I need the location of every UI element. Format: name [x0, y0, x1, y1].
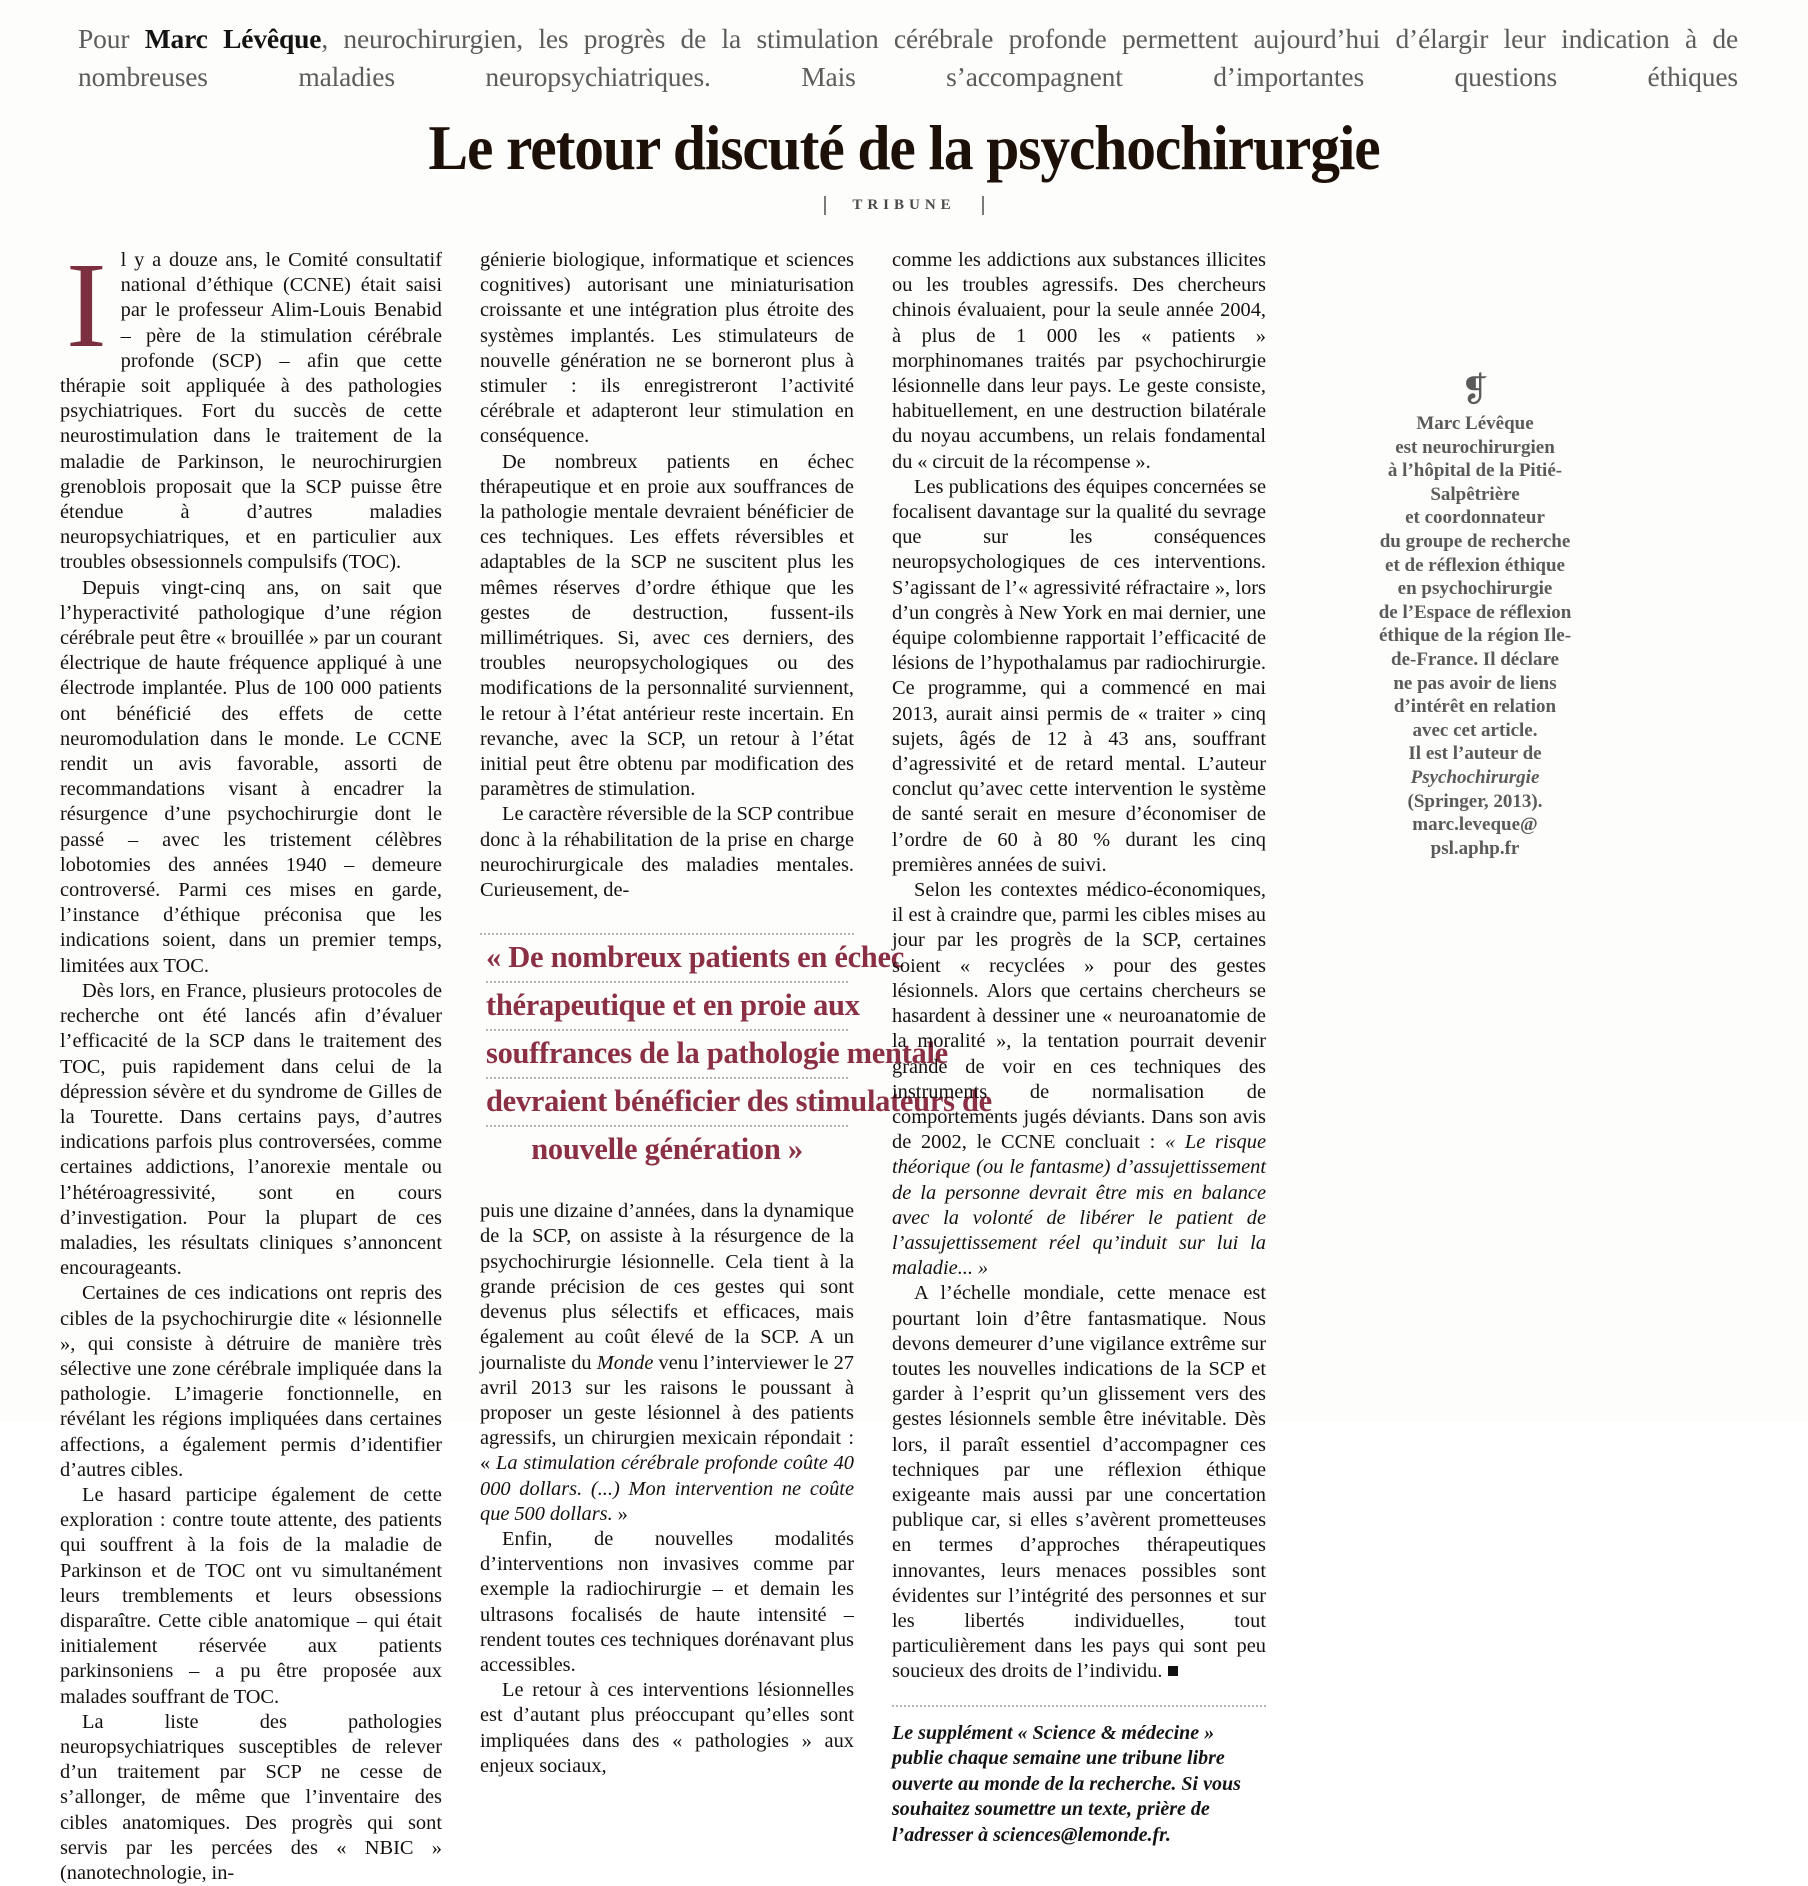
column-4-sidebar — [1294, 248, 1612, 860]
bio-line: Il est l’auteur de — [1408, 743, 1542, 765]
column-3 — [882, 248, 1294, 1849]
bio-line: du groupe de recherche — [1379, 530, 1571, 552]
author-name: Marc Lévêque — [1416, 413, 1534, 434]
paragraph-text: A l’échelle mondiale, cette menace est pourtant loin d’être fantasmatique. Nous devons demeurer d’une vigilance extrême sur toutes les nouvelles indications de la SCP et garder à l’esprit qu’un glissement vers des gestes lésionnels semble être inévitable. Dès lors, il paraît essentiel d’accompagner ces techniques par une réflexion éthique exigeante mais aussi par une concertation publique car, si elles s’avèrent prometteuses en termes d’approches thérapeutiques innovantes, leurs menaces possibles sont évidentes sur l’intégrité des personnes et sur les libertés individuelles, tout particulièrement dans les pays qui sont peu soucieux des droits de l’individu. — [892, 1282, 1266, 1683]
article-columns — [60, 238, 1748, 1886]
paragraph — [480, 1199, 854, 1527]
pull-quote-line: nouvelle génération » — [531, 1132, 803, 1167]
quotation-italic: La stimulation cérébrale profonde coûte 40 000 dollars. (...) Mon intervention ne coûte que 500 dollars. — [480, 1452, 855, 1525]
paragraph: Le caractère réversible de la SCP contribue donc à la réhabilitation de la prise en charge neurochirurgicale des maladies mentales. Curieusement, de- — [480, 803, 854, 902]
paragraph: Dès lors, en France, plusieurs protocoles de recherche ont été lancés afin d’évaluer l’efficacité de la SCP dans le traitement des TOC, puis rapidement dans celui de la dépression sévère et du syndrome de Gilles de la Tourette. Dans certains pays, d’autres indications parfois plus controversées, comme certaines addictions, l’anorexie mentale ou l’hétéroagressivité, sont en cours d’investigation. Pour la plupart de ces maladies, les résultats cliniques s’annoncent encourageants. — [60, 979, 442, 1280]
bio-line: de-France. Il déclare — [1391, 648, 1559, 670]
paragraph: Enfin, de nouvelles modalités d’interventions non invasives comme par exemple la radiochirurgie – et demain les ultrasons focalisés de haute intensité – rendent toutes ces techniques dorénavant plus accessibles. — [480, 1527, 854, 1676]
bio-line: en psychochirurgie — [1397, 578, 1553, 600]
page-title: Le retour discuté de la psychochirurgie — [428, 112, 1380, 183]
paragraph: De nombreux patients en échec thérapeutique et en proie aux souffrances de la pathologie mentale devraient bénéficier de ces techniques. Les effets réversibles et adaptables de la SCP ne suscitent plus les mêmes réserves d’ordre éthique que les gestes de destruction, fussent-ils millimétriques. Si, avec ces derniers, des troubles neuropsychologiques ou des modifications de la personnalité surviennent, le retour à l’état antérieur reste incertain. En revanche, avec la SCP, un retour à l’état initial peut être obtenu par modification des paramètres de stimulation. — [480, 450, 854, 801]
pull-quote-line: souffrances de la pathologie mentale — [486, 1031, 848, 1079]
column-2 — [470, 248, 992, 1779]
paragraph-text: » — [612, 1502, 628, 1525]
end-of-article-mark — [1168, 1666, 1178, 1676]
paragraph-text: Selon les contextes médico-économiques, il est à craindre que, parmi les cibles mises au jour par les progrès de la SCP, certaines soient « recyclées » pour des gestes lésionnels. Alors que certains chercheurs se hasardent à dessiner une « neuroanatomie de la moralité », la tentation pourrait devenir grande de voir en ces techniques des instruments de normalisation de comportements jugés déviants. Dans son avis de 2002, le CCNE concluait : — [892, 879, 1266, 1154]
kicker-author-name: Marc Lévêque — [144, 23, 322, 54]
tribune-label-wrap — [60, 196, 1748, 222]
pull-quote-line: devraient bénéficier des stimulateurs de — [486, 1079, 848, 1127]
pilcrow-icon: ❡ — [1460, 372, 1490, 409]
bio-line: de l’Espace de réflexion — [1378, 601, 1572, 623]
pull-quote — [480, 933, 992, 1173]
divider-left — [824, 196, 826, 215]
article-kicker — [78, 20, 1738, 96]
column-1 — [60, 238, 470, 1886]
paragraph-text: l y a douze ans, le Comité consultatif national d’éthique (CCNE) était saisi par le professeur Alim-Louis Benabid – père de la stimulation cérébrale profonde (SCP) – afin que cette thérapie soit appliquée à des pathologies psychiatriques. Fort du succès de cette neurostimulation dans le traitement de la maladie de Parkinson, le neurochirurgien grenoblois proposait que la SCP puisse être étendue à d’autres maladies neuropsychiatriques, et en particulier aux troubles obsessionnels compulsifs (TOC). — [60, 249, 442, 574]
paragraph: Depuis vingt-cinq ans, on sait que l’hyperactivité pathologique d’une région cérébrale peut être « brouillée » par un courant électrique de haute fréquence appliqué à une électrode implantée. Plus de 100 000 patients ont bénéficié des effets de cette neuromodulation dans le monde. Le CCNE rendit un avis favorable, assorti de recommandations visant à encadrer la résurgence d’une psychochirurgie dont le passé – avec les tristement célèbres lobotomies des années 1940 – demeure controversé. Parmi ces mises en garde, l’instance d’éthique préconisa que les indications soient, dans un premier temps, limitées aux TOC. — [60, 576, 442, 977]
ccne-quotation: « Le risque théorique (ou le fantasme) d’assujettissement de la personne devrait être mis en balance avec la volonté de libérer le patient de l’assujettissement réel qu’induit sur lui la maladie... » — [892, 1131, 1266, 1280]
paragraph-text: puis une dizaine d’années, dans la dynamique de la SCP, on assiste à la résurgence de la psychochirurgie lésionnelle. Cela tient à la grande précision de ces gestes qui sont devenus plus sélectifs et efficaces, mais également au coût élevé de la SCP. A un journaliste du — [480, 1200, 854, 1374]
book-title: Psychochirurgie — [1410, 766, 1540, 788]
bio-line: et coordonnateur — [1405, 507, 1545, 529]
paragraph: Les publications des équipes concernées se focalisent davantage sur la qualité du sevrage que sur les conséquences neuropsychologiques de ces interventions. S’agissant de l’« agressivité réfractaire », lors d’un congrès à New York en mai dernier, une équipe colombienne rapportait l’efficacité de lésions de l’hypothalamus par radiochirurgie. Ce programme, qui a commencé en mai 2013, aurait ainsi permis de « traiter » cinq sujets, âgés de 12 à 43 ans, souffrant d’agressivité et de retard mental. L’auteur conclut qu’avec cette intervention le système de santé serait en mesure d’économiser de l’ordre de 60 à 80 % durant les cinq premières années de suivi. — [892, 475, 1266, 876]
paragraph: Le retour à ces interventions lésionnelles est d’autant plus préoccupant qu’elles sont impliquées dans des « pathologies » aux enjeux sociaux, — [480, 1679, 854, 1777]
bio-line: Salpêtrière — [1430, 483, 1520, 505]
drop-cap: I — [66, 238, 107, 373]
paragraph: La liste des pathologies neuropsychiatriques susceptibles de relever d’un traitement par SCP ne cesse de s’allonger, de même que l’inventaire des cibles anatomiques. Des progrès qui sont servis par les percées des « NBIC » (nanotechnologie, in- — [60, 1710, 442, 1884]
pull-quote-line: thérapeutique et en proie aux — [486, 983, 848, 1031]
paragraph — [60, 238, 442, 576]
bio-line: avec cet article. — [1412, 719, 1538, 741]
author-email-line-2: psl.aphp.fr — [1430, 837, 1520, 859]
bio-line: d’intérêt en relation — [1393, 696, 1557, 718]
paragraph-text: venu l’interviewer le 27 avril 2013 sur les raisons le poussant à proposer un geste lésionnel à des patients agressifs, un chirurgien mexicain répondait : « — [480, 1351, 854, 1475]
paragraph: génierie biologique, informatique et sciences cognitives) autorisant une miniaturisation croissante et une intégration plus étroite des systèmes implantés. Les stimulateurs de nouvelle génération ne se borneront plus à stimuler : ils enregistreront l’activité cérébrale et adapteront leur stimulation en conséquence. — [480, 249, 854, 448]
paragraph — [892, 1281, 1266, 1684]
paragraph — [892, 878, 1266, 1281]
paragraph: comme les addictions aux substances illicites ou les troubles agressifs. Des chercheurs chinois évaluaient, pour la seule année 2004, à plus de 1 000 les « patients » morphinomanes traités par psychochirurgie lésionnelle dans leur pays. Le geste consiste, habituellement, en une destruction bilatérale du noyau accumbens, un relais fondamental du « circuit de la récompense ». — [892, 249, 1266, 473]
kicker-rest: , neurochirurgien, les progrès de la stimulation cérébrale profonde permettent aujourd’hui d’élargir leur indication à de nombreuses maladies neuropsychiatriques. Mais s’accompagnent d’importantes questions éthiques — [78, 23, 1738, 92]
author-email-line-1: marc.leveque@ — [1412, 814, 1538, 836]
bio-line: (Springer, 2013). — [1407, 790, 1543, 812]
supplement-note: Le supplément « Science & médecine » publie chaque semaine une tribune libre ouverte au monde de la recherche. Si vous souhaitez soumettre un texte, prière de l’adresser à sciences@lemonde.fr. — [892, 1721, 1241, 1846]
paragraph: Certaines de ces indications ont repris des cibles de la psychochirurgie dite « lésionnelle », qui consiste à détruire de manière très sélective une zone cérébrale impliquée dans la pathologie. L’imagerie fonctionnelle, en révélant les régions impliquées dans certaines affections, a également permis d’identifier d’autres cibles. — [60, 1282, 442, 1481]
cited-publication: Monde — [596, 1351, 654, 1374]
pull-quote-line: « De nombreux patients en échec — [486, 935, 848, 983]
author-bio — [1338, 374, 1612, 860]
section-label: TRIBUNE — [852, 197, 956, 213]
bio-line: à l’hôpital de la Pitié- — [1387, 460, 1563, 482]
bio-line: est neurochirurgien — [1395, 436, 1555, 458]
kicker-prefix: Pour — [78, 23, 145, 54]
bio-line: et de réflexion éthique — [1385, 554, 1565, 576]
bio-line: ne pas avoir de liens — [1393, 672, 1557, 694]
footnote-divider — [892, 1705, 1266, 1707]
divider-right — [982, 196, 984, 215]
bio-line: éthique de la région Ile- — [1378, 625, 1572, 647]
paragraph: Le hasard participe également de cette exploration : contre toute attente, des patients qui souffrent à la fois de la maladie de Parkinson et de TOC ont vu simultanément leurs tremblements et leurs obsessions disparaître. Cette cible anatomique – qui était initialement réservée aux patients parkinsoniens – a pu être proposée aux malades souffrant de TOC. — [60, 1483, 442, 1708]
